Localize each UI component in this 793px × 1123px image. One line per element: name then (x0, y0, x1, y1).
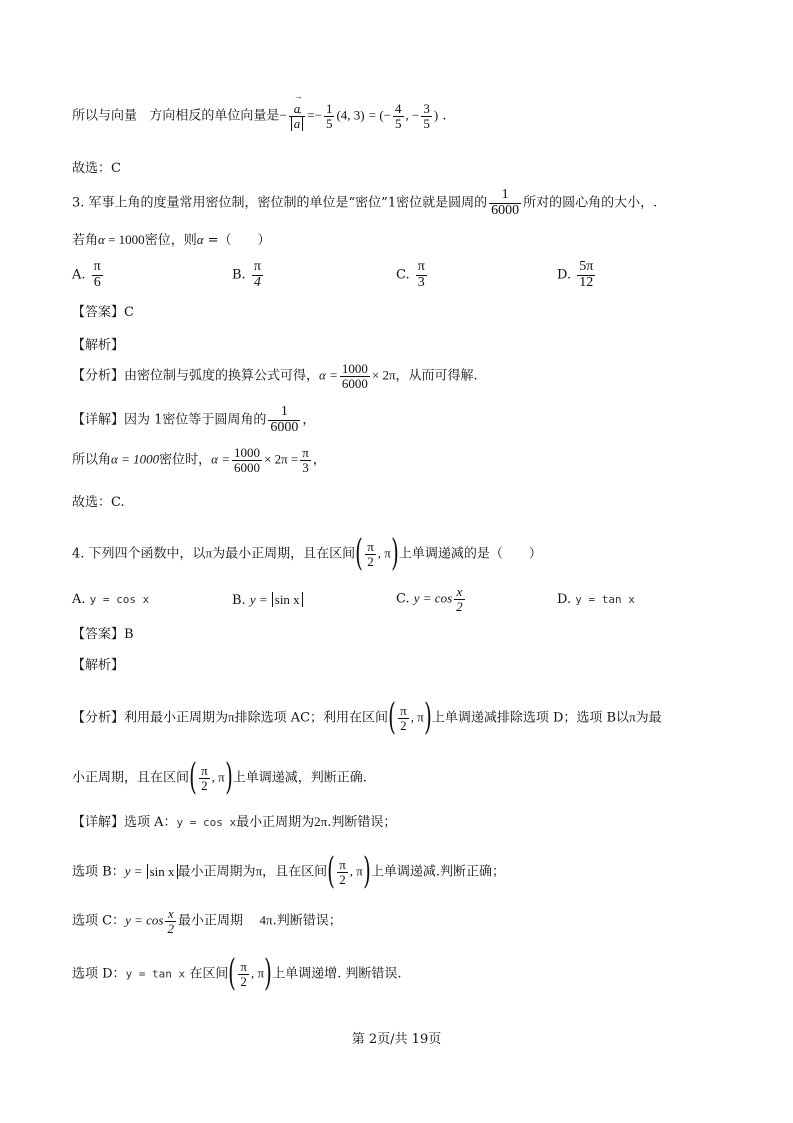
text: 【分析】由密位制与弧度的换算公式可得， (72, 368, 320, 384)
num: x (165, 907, 176, 922)
formula: y = tan x (125, 967, 186, 981)
text: 为最小正周期，且在区间 (212, 546, 356, 562)
text: .判断错误； (327, 815, 397, 830)
page-footer: 第 2页/共 19页 (351, 1032, 442, 1047)
text: 上单调递减.判断正确； (370, 864, 506, 880)
option-label: B. (232, 593, 246, 608)
q3-fenxi (72, 362, 478, 390)
text: 密位，则 (144, 233, 197, 248)
q3-choose: 故选：C. (72, 495, 125, 510)
text: 上单调递减，判断正确. (232, 770, 367, 786)
alpha: α = (211, 451, 230, 467)
unit-vector-fraction (289, 102, 306, 130)
option-label: C. (396, 591, 410, 607)
right-paren: ) (423, 697, 432, 738)
abs-sin: sin x (147, 864, 178, 879)
fraction-1-6000 (489, 188, 521, 218)
q4-answer: 【答案】B (72, 627, 134, 642)
result-fraction (300, 446, 311, 474)
interval-end: , π (250, 965, 265, 981)
value: = 1000 (104, 232, 145, 247)
right-paren: ) (391, 533, 399, 574)
left-paren: ( (388, 697, 396, 738)
q4-option-a (72, 592, 149, 607)
q4-detail-d (72, 953, 402, 994)
option-fraction (577, 260, 595, 290)
fraction (268, 405, 300, 435)
text: 4. 下列四个函数中，以 (72, 546, 206, 562)
option-label: B. (232, 267, 246, 283)
formula: y = cos x (176, 816, 237, 829)
den: 3 (302, 459, 309, 475)
text: 上单调递增. 判断错误. (272, 966, 402, 982)
option-formula: y = cos x (89, 593, 150, 606)
q4-detail-b (72, 851, 506, 892)
option-label: A. (72, 267, 86, 283)
q4-option-d (557, 592, 635, 607)
num: x (454, 585, 465, 600)
option-formula: y = cos (413, 590, 453, 606)
left-paren: ( (228, 953, 237, 994)
num: 1 (325, 101, 333, 116)
text: 上单调递减排除选项 D；选项 B以 (431, 710, 630, 726)
fraction (232, 446, 262, 474)
num: 1 (268, 405, 300, 421)
left-paren: ( (355, 533, 364, 574)
option-formula: y = tan x (575, 593, 635, 606)
option-label: D. (557, 267, 572, 283)
num: π (400, 702, 407, 718)
den: 5 (325, 115, 333, 131)
vector-a: → a (294, 102, 301, 116)
q3-option-b (232, 260, 265, 290)
alpha: α = (319, 367, 338, 383)
abs-sin: sin x (272, 592, 303, 607)
den: 2 (201, 777, 208, 793)
interval-end: , π (410, 709, 424, 725)
num: π (201, 762, 208, 778)
q4-jiexi: 【解析】 (72, 658, 125, 673)
num: 1000 (234, 445, 260, 460)
interval-fraction (365, 540, 376, 568)
vector-a-abs: → a (294, 117, 301, 131)
num: π (93, 259, 101, 274)
text: 选项 C： (72, 913, 126, 929)
interval-fraction (398, 704, 409, 732)
den: 2 (367, 553, 374, 569)
choose-c: 故选：C (72, 161, 121, 176)
formula: y = (124, 863, 143, 879)
alpha: α = 1000 (111, 451, 160, 467)
text: ， (312, 452, 326, 468)
value: 4π (259, 912, 273, 928)
result-frac-1 (393, 102, 404, 130)
q3-xiangjie (72, 405, 315, 435)
den: 2 (339, 871, 346, 887)
interval-fraction (199, 764, 210, 792)
text: 最小正周期 (177, 913, 243, 929)
pi: π (228, 709, 235, 725)
den: 6000 (270, 419, 299, 435)
num: 1 (489, 188, 521, 204)
text: 【详解】选项 A： (72, 815, 177, 830)
point: (4, 3) (336, 107, 365, 123)
q4-fenxi-1 (72, 697, 662, 738)
text: 为最 (635, 710, 662, 726)
vector-answer-line (72, 102, 447, 130)
pi: π (255, 863, 263, 879)
option-label: D. (557, 592, 572, 607)
num: 5π (579, 259, 594, 274)
left-paren: ( (189, 757, 197, 798)
option-fraction (454, 585, 465, 613)
text: ，从而可得解. (395, 368, 478, 384)
q4-option-b (232, 592, 303, 608)
num: 4 (395, 101, 402, 116)
den: 3 (417, 274, 425, 290)
option-fraction (416, 260, 427, 290)
den: 6000 (341, 375, 368, 391)
fraction (340, 362, 370, 390)
minus: − (279, 107, 287, 123)
fraction (165, 907, 176, 935)
left-paren: ( (327, 851, 336, 892)
interval-fraction (238, 960, 249, 988)
text: =（ ） (203, 233, 271, 248)
times: × 2π = (264, 451, 299, 467)
den: 5 (395, 115, 402, 131)
den: 6000 (234, 459, 260, 475)
q3-option-c (396, 260, 429, 290)
option-label: C. (396, 267, 410, 283)
text: 所以角 (72, 452, 112, 468)
interval-end: , π (349, 863, 363, 879)
alpha: α (98, 232, 105, 247)
q4-detail-c (72, 907, 342, 935)
alpha: α (196, 232, 204, 247)
period: . (442, 108, 447, 124)
den: 6 (93, 274, 101, 290)
result-close: ) (433, 107, 439, 123)
text: 最小正周期为 (236, 815, 315, 830)
text: 上单调递减的是（ ） (398, 546, 542, 562)
q3-line-1 (72, 188, 657, 218)
right-paren: ) (264, 953, 272, 994)
num: π (367, 538, 374, 554)
den: 4 (253, 274, 261, 290)
pi: π (205, 545, 213, 561)
text: 所对的圆心角的大小，. (523, 195, 658, 211)
q4-detail-a (72, 815, 396, 829)
coeff-fraction (324, 102, 335, 130)
text: ，且在区间 (262, 864, 328, 880)
pi: π (629, 709, 636, 725)
right-paren: ) (224, 757, 233, 798)
result-open: = (− (368, 107, 392, 123)
text: 选项 D： (72, 966, 126, 982)
num: π (302, 445, 309, 460)
q3-answer: 【答案】C (72, 305, 134, 320)
num: π (339, 856, 346, 872)
text: 所以与向量 (72, 108, 138, 124)
option-fraction (92, 260, 103, 290)
minus: − (314, 107, 322, 123)
text: 【分析】利用最小正周期为 (72, 710, 229, 726)
q3-line-3 (72, 446, 326, 474)
interval-fraction (337, 858, 348, 886)
text: 排除选项 AC；利用在区间 (234, 710, 389, 726)
option-formula: y = (249, 592, 268, 607)
den: 2 (240, 973, 247, 989)
formula: y = cos (125, 912, 164, 928)
right-paren: ) (363, 851, 371, 892)
den: 2 (167, 920, 174, 936)
den: 2 (400, 717, 407, 733)
text: 【详解】因为 1密位等于圆周角的 (72, 412, 267, 428)
num: π (417, 259, 425, 274)
q3-line-2 (72, 233, 271, 247)
num: π (240, 958, 247, 974)
q4-option-c (396, 585, 467, 613)
equals: = (307, 107, 315, 123)
q3-jiexi: 【解析】 (72, 338, 125, 353)
option-fraction (252, 260, 263, 290)
interval-end: , π (211, 769, 225, 785)
num: 3 (423, 101, 430, 116)
text: 选项 B： (72, 864, 125, 880)
q3-option-a (72, 260, 105, 290)
text: 3. 军事上角的度量常用密位制，密位制的单位是“密位”1密位就是圆周的 (72, 195, 488, 211)
option-label: A. (72, 592, 86, 607)
q4-fenxi-2 (72, 757, 367, 798)
text: ， (302, 412, 316, 428)
text: 小正周期，且在区间 (72, 770, 190, 786)
den: 5 (423, 115, 430, 131)
separator: , − (405, 107, 420, 123)
interval-end: , π (377, 545, 391, 561)
q3-option-d (557, 260, 597, 290)
text: .判断错误； (272, 913, 342, 929)
text: 方向相反的单位向量是 (149, 108, 280, 124)
text: 最小正周期为 (177, 864, 256, 880)
num: π (253, 259, 261, 274)
den: 2 (456, 598, 463, 614)
q4-line-1 (72, 533, 542, 574)
text: 在区间 (189, 966, 229, 982)
times: × 2π (371, 367, 396, 383)
den: 6000 (491, 202, 520, 218)
num: 1000 (341, 361, 368, 376)
text: 密位时， (159, 452, 212, 468)
den: 12 (579, 274, 594, 290)
text: 若角 (72, 233, 99, 248)
value: 2π (314, 814, 328, 829)
result-frac-2 (421, 102, 432, 130)
